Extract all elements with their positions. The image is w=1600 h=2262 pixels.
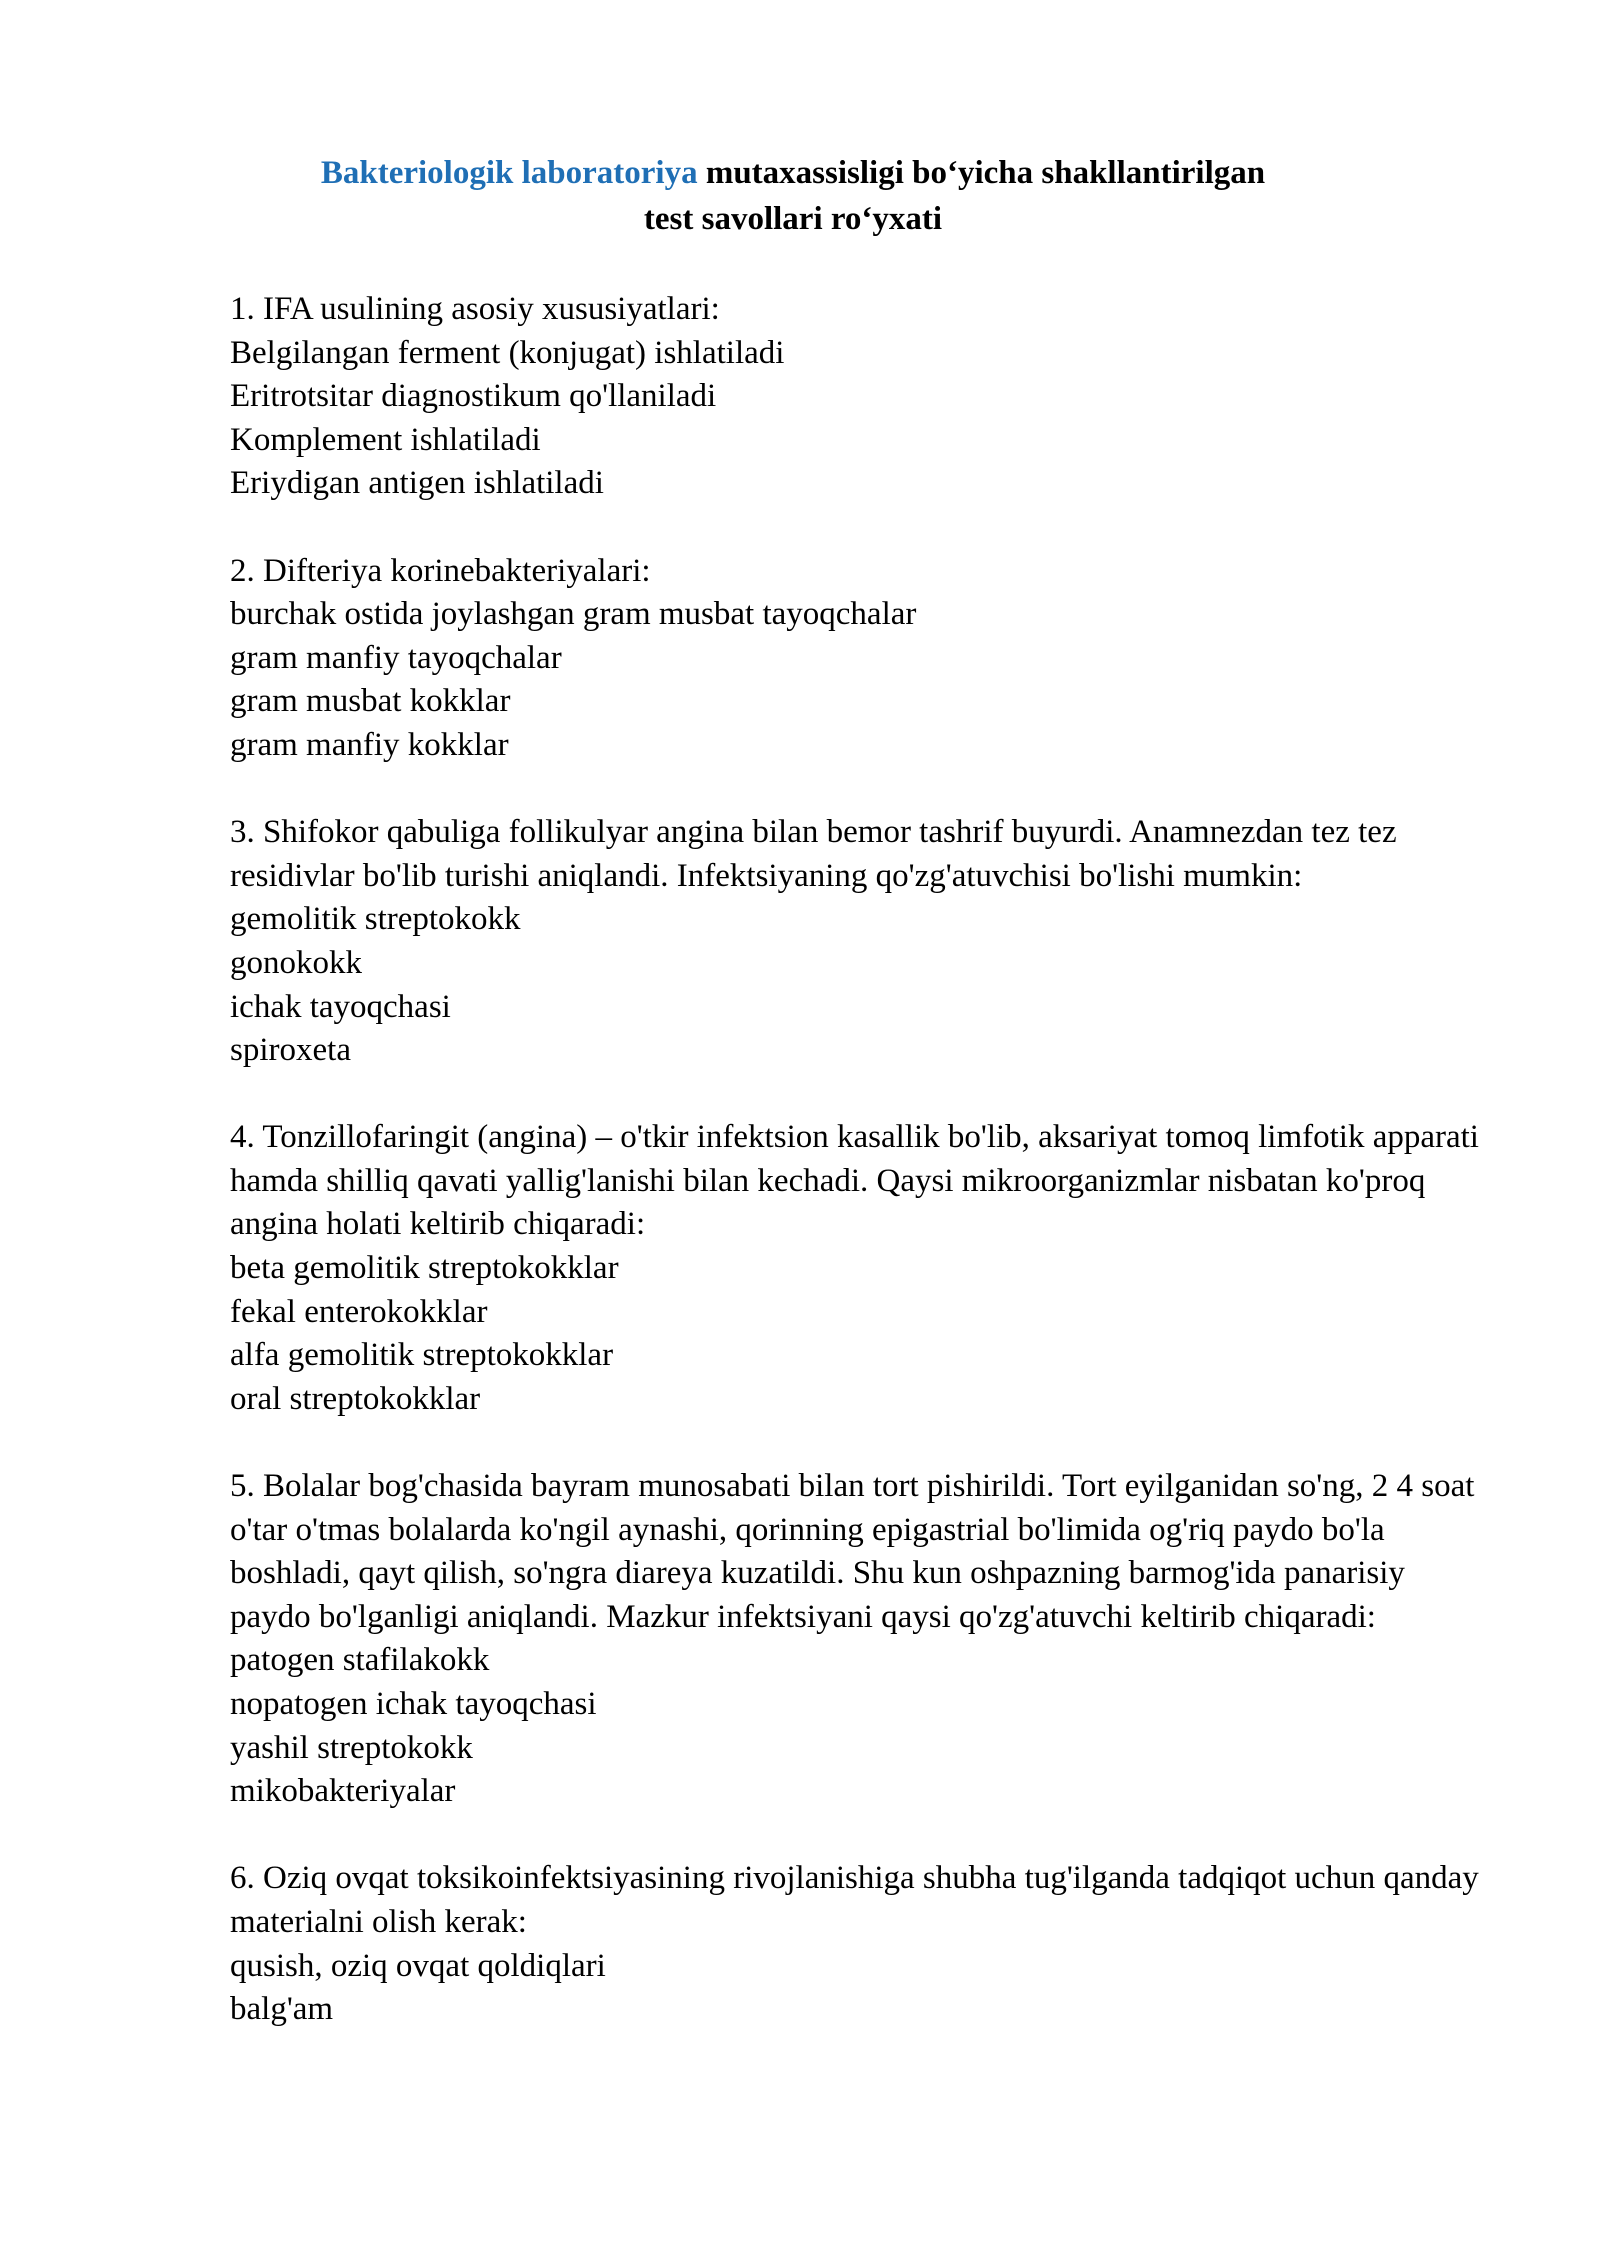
- answer-option: gonokokk: [230, 944, 362, 981]
- question-item: [230, 550, 1480, 768]
- title-line-2: test savollari ro‘yxati: [643, 201, 943, 237]
- answer-option: gram manfiy tayoqchalar: [230, 639, 562, 676]
- answer-option: fekal enterokokklar: [230, 1293, 488, 1330]
- answer-option: ichak tayoqchasi: [230, 988, 451, 1025]
- answer-option: gemolitik streptokokk: [230, 901, 521, 938]
- answer-option: beta gemolitik streptokokklar: [230, 1250, 619, 1287]
- question-text: 3. Shifokor qabuliga follikulyar angina bilan bemor tashrif buyurdi. Anamnezdan tez tez residivlar bo'lib turishi aniqlandi. Infektsiyaning qo'zg'atuvchisi bo'lishi mumkin:: [230, 814, 1405, 894]
- title-accent: Bakteriologik laboratoriya: [320, 155, 698, 191]
- answer-option: Belgilangan ferment (konjugat) ishlatiladi: [230, 334, 785, 371]
- question-text: 2. Difteriya korinebakteriyalari:: [230, 552, 651, 589]
- answer-option: yashil streptokokk: [230, 1729, 473, 1766]
- answer-option: nopatogen ichak tayoqchasi: [230, 1686, 597, 1722]
- answer-option: qusish, oziq ovqat qoldiqlari: [230, 1947, 606, 1984]
- answer-option: oral streptokokklar: [230, 1380, 481, 1417]
- question-text: 4. Tonzillofaringit (angina) – o'tkir infektsion kasallik bo'lib, aksariyat tomoq limfotik apparati hamda shilliq qavati yallig'lanishi bilan kechadi. Qaysi mikroorganizmlar nisbatan ko'proq angina holati keltirib chiqaradi:: [230, 1119, 1488, 1243]
- answer-option: Eritrotsitar diagnostikum qo'llaniladi: [230, 378, 717, 415]
- question-item: [230, 288, 1480, 506]
- answer-option: burchak ostida joylashgan gram musbat tayoqchalar: [230, 596, 917, 633]
- question-text: 1. IFA usulining asosiy xususiyatlari:: [230, 291, 720, 327]
- title-line-1: [200, 150, 1386, 196]
- answer-option: alfa gemolitik streptokokklar: [230, 1337, 614, 1374]
- document-title: [200, 150, 1386, 242]
- question-item: [230, 1116, 1488, 1421]
- answer-option: Komplement ishlatiladi: [230, 421, 541, 458]
- question-text: 5. Bolalar bog'chasida bayram munosabati bilan tort pishirildi. Tort eyilganidan so'ng, 2 4 soat o'tar o'tmas bolalarda ko'ngil aynashi, qorinning epigastrial bo'limida og'riq paydo bo'la boshladi, qayt qilish, so'ngra diareya kuzatildi. Shu kun oshpazning barmog'ida panarisiy paydo bo'lganligi aniqlandi. Mazkur infektsiyani qaysi qo'zg'atuvchi keltirib chiqaradi:: [230, 1468, 1483, 1635]
- question-item: [230, 1857, 1487, 2031]
- title-rest: mutaxassisligi bo‘yicha shakllantirilgan: [697, 155, 1266, 191]
- answer-option: patogen stafilakokk: [230, 1642, 490, 1679]
- answer-option: balg'am: [230, 1991, 334, 2028]
- question-item: [230, 1465, 1483, 1814]
- question-list: [230, 288, 1488, 2075]
- answer-option: mikobakteriyalar: [230, 1773, 456, 1810]
- question-item: [230, 811, 1480, 1073]
- answer-option: gram manfiy kokklar: [230, 726, 509, 763]
- answer-option: Eriydigan antigen ishlatiladi: [230, 465, 604, 502]
- answer-option: gram musbat kokklar: [230, 683, 511, 720]
- answer-option: spiroxeta: [230, 1032, 351, 1069]
- question-text: 6. Oziq ovqat toksikoinfektsiyasining rivojlanishiga shubha tug'ilganda tadqiqot uchun qanday materialni olish kerak:: [230, 1860, 1487, 1940]
